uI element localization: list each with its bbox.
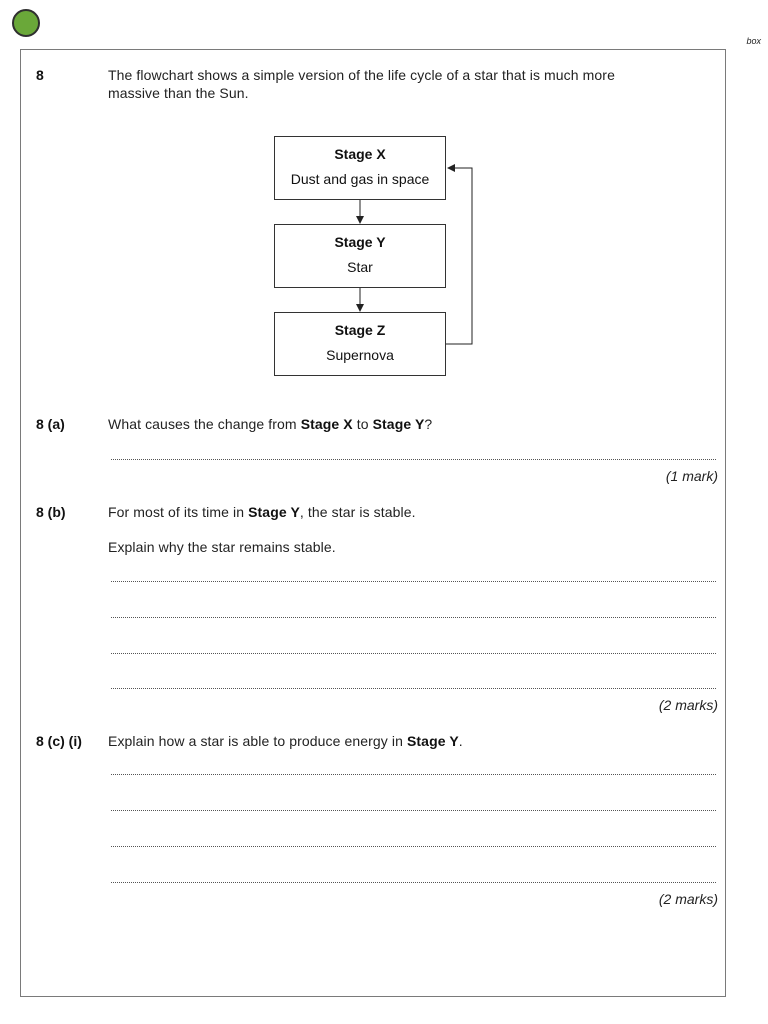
answer-line-8b-4[interactable] [111, 688, 716, 689]
answer-line-8b-2[interactable] [111, 617, 716, 618]
answer-line-8a-1[interactable] [111, 459, 716, 460]
box-margin-label: box [746, 36, 761, 46]
question-8ci-number: 8 (c) (i) [36, 733, 82, 749]
question-8a-number: 8 (a) [36, 416, 65, 432]
stage-x-title: Stage X [334, 146, 386, 162]
question-8b-number: 8 (b) [36, 504, 66, 520]
answer-line-8ci-3[interactable] [111, 846, 716, 847]
answer-line-8ci-2[interactable] [111, 810, 716, 811]
marks-8b: (2 marks) [658, 697, 718, 713]
flowchart-stage-y [274, 224, 446, 288]
answer-line-8b-3[interactable] [111, 653, 716, 654]
question-intro-line2: massive than the Sun. [108, 85, 249, 101]
stage-y-title: Stage Y [334, 234, 386, 250]
stage-z-title: Stage Z [334, 322, 386, 338]
question-intro-line1: The flowchart shows a simple version of the life cycle of a star that is much more [108, 67, 615, 83]
stage-x-description: Dust and gas in space [290, 171, 430, 187]
arrow-z-to-x [446, 168, 472, 344]
flowchart-stage-z [274, 312, 446, 376]
question-8a-text: What causes the change from Stage X to Stage Y? [108, 416, 433, 432]
marks-8ci: (2 marks) [658, 891, 718, 907]
flowchart-stage-x [274, 136, 446, 200]
question-8b-text: For most of its time in Stage Y, the star is stable. [108, 504, 416, 520]
marks-8a: (1 mark) [665, 468, 718, 484]
stage-y-description: Star [347, 259, 373, 275]
question-8b-instruction: Explain why the star remains stable. [108, 539, 336, 555]
answer-line-8ci-1[interactable] [111, 774, 716, 775]
answer-line-8b-1[interactable] [111, 581, 716, 582]
stage-z-description: Supernova [326, 347, 394, 363]
question-8ci-text: Explain how a star is able to produce energy in Stage Y. [108, 733, 463, 749]
answer-line-8ci-4[interactable] [111, 882, 716, 883]
question-number: 8 [36, 67, 44, 83]
